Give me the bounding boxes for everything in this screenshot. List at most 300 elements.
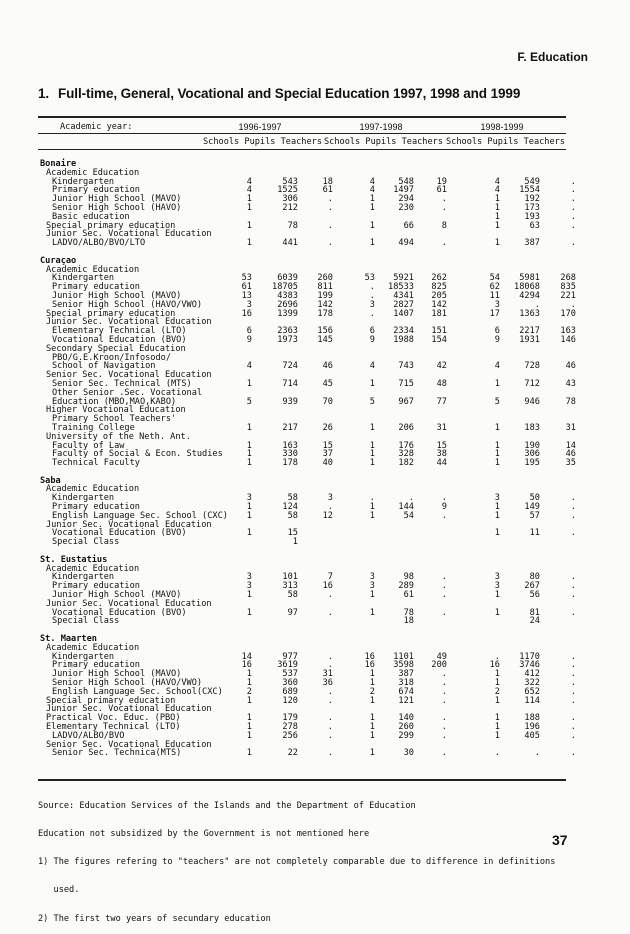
pupils-1997-1998: 1497 [393, 185, 414, 196]
teachers-1997-1998 [414, 257, 447, 266]
pupils-1998-1999: 183 [524, 422, 540, 433]
row-label: Vocational Education (BVO) [52, 528, 187, 539]
row-label: Practical Voc. Educ. (PBO) [46, 713, 181, 724]
teachers-1996-1997: . [327, 220, 333, 231]
teachers-1998-1999: . [570, 669, 576, 680]
teachers-1997-1998: 205 [431, 290, 447, 301]
row-label: Bonaire [40, 159, 77, 169]
schools-1996-1997 [228, 617, 252, 626]
schools-1998-1999: 1 [494, 713, 500, 724]
schools-1996-1997: 6 [246, 326, 252, 337]
schools-1997-1998: . [369, 493, 375, 504]
row-label: Saba [40, 475, 61, 486]
row-label: English Language Sec. School(CXC) [52, 686, 223, 697]
table-row [40, 538, 576, 547]
schools-1997-1998: 53 [364, 273, 375, 284]
teachers-1997-1998: 200 [431, 660, 447, 671]
row-label: Junior High School (MAVO) [52, 669, 182, 680]
schools-1997-1998: 1 [369, 440, 375, 451]
teachers-1996-1997 [298, 547, 333, 556]
pupils-1997-1998: 4341 [393, 290, 414, 301]
teachers-1998-1999: 835 [560, 282, 576, 293]
schools-1998-1999 [447, 160, 500, 169]
schools-1998-1999 [447, 248, 500, 257]
teachers-1998-1999: . [570, 238, 576, 249]
pupils-1996-1997: 22 [287, 748, 298, 759]
table-title-text: Full-time, General, Vocational and Special Education 1997, 1998 and 1999 [58, 86, 521, 101]
teachers-1996-1997: 37 [322, 449, 333, 460]
schools-1997-1998 [333, 354, 375, 363]
pupils-1998-1999: 190 [524, 440, 540, 451]
footnote-source: Source: Education Services of the Islands and the Department of Education [38, 800, 416, 811]
schools-1996-1997: 1 [246, 238, 252, 249]
teachers-1996-1997: 40 [322, 458, 333, 469]
row-label: Vocational Education (BVO) [52, 607, 187, 618]
schools-1998-1999: 17 [489, 308, 500, 319]
pupils-1998-1999: 412 [524, 669, 540, 680]
pupils-1998-1999: 80 [529, 572, 540, 583]
schools-1998-1999 [447, 600, 500, 609]
schools-1996-1997: 1 [246, 722, 252, 732]
table-row [40, 609, 576, 618]
pupils-1997-1998: 98 [403, 572, 414, 583]
schools-1997-1998 [333, 538, 375, 547]
footnote-1: 1) The figures refering to "teachers" are not completely comparable due to difference in definitions [38, 857, 556, 868]
schools-1998-1999: 11 [489, 290, 500, 301]
pupils-1996-1997 [252, 617, 298, 626]
pupils-1996-1997: 217 [282, 422, 298, 433]
teachers-1997-1998: 38 [436, 449, 447, 460]
pupils-1996-1997 [252, 257, 298, 266]
schools-1998-1999 [447, 345, 500, 354]
row-label: Elementary Technical (LTO) [46, 722, 181, 732]
schools-1997-1998: 2 [369, 686, 375, 697]
schools-1998-1999 [447, 644, 500, 653]
schools-1997-1998: 1 [369, 220, 375, 231]
teachers-1997-1998: . [441, 722, 447, 732]
row-label: Academic Education [46, 563, 140, 574]
schools-1996-1997 [228, 626, 252, 635]
schools-1998-1999: 1 [494, 211, 500, 222]
pupils-1998-1999: 652 [524, 686, 540, 697]
teachers-1998-1999: . [570, 528, 576, 539]
schools-1997-1998: 9 [369, 334, 375, 345]
teachers-1998-1999: 170 [560, 308, 576, 319]
teachers-1997-1998 [414, 406, 447, 415]
teachers-1997-1998: . [441, 748, 447, 759]
teachers-1997-1998: 151 [431, 326, 447, 337]
pupils-1998-1999: 728 [524, 361, 540, 372]
teachers-1997-1998: 9 [441, 502, 447, 513]
schools-1997-1998 [333, 617, 375, 626]
schools-1997-1998 [333, 433, 375, 442]
schools-1998-1999: 3 [494, 581, 500, 592]
teachers-1996-1997: 15 [322, 440, 333, 451]
schools-1996-1997: 1 [246, 590, 252, 601]
pupils-1996-1997: 4383 [277, 290, 298, 301]
pupils-1996-1997 [252, 345, 298, 354]
pupils-1997-1998 [375, 160, 414, 169]
schools-1996-1997: 13 [241, 290, 252, 301]
teachers-1996-1997 [298, 538, 333, 547]
schools-1997-1998: 1 [369, 458, 375, 469]
row-label: Academic Education [46, 167, 140, 178]
teachers-1997-1998 [414, 529, 447, 538]
pupils-1997-1998 [375, 529, 414, 538]
schools-1998-1999: 1 [494, 722, 500, 732]
teachers-1997-1998 [414, 160, 447, 169]
pupils-1997-1998: 1407 [393, 308, 414, 319]
row-label [40, 468, 228, 477]
schools-1996-1997: 1 [246, 440, 252, 451]
schools-1996-1997: 1 [246, 695, 252, 706]
schools-1996-1997: 1 [246, 449, 252, 460]
pupils-1998-1999: 946 [524, 396, 540, 407]
schools-1998-1999: 1 [494, 458, 500, 469]
row-label: English Language Sec. School (CXC) [52, 510, 228, 521]
row-label: PBO/G.E.Kroon/Infosodo/ [52, 352, 171, 363]
teachers-1996-1997: . [327, 748, 333, 759]
schools-1998-1999 [447, 521, 500, 530]
schools-1996-1997: 9 [246, 334, 252, 345]
schools-1997-1998: 16 [364, 651, 375, 662]
teachers-1998-1999: . [570, 572, 576, 583]
schools-1998-1999 [447, 626, 500, 635]
schools-1998-1999: 5 [494, 396, 500, 407]
schools-1998-1999 [447, 433, 500, 442]
teachers-1996-1997: . [327, 238, 333, 249]
pupils-1997-1998: 674 [398, 686, 414, 697]
pupils-1997-1998: 18 [403, 616, 414, 627]
subheader-rule [38, 149, 566, 150]
pupils-1997-1998 [375, 477, 414, 486]
schools-1997-1998 [333, 547, 375, 556]
row-label: Junior Sec. Vocational Education [46, 317, 212, 328]
schools-1997-1998 [333, 230, 375, 239]
row-label: Special primary education [46, 220, 176, 231]
pupils-1998-1999: 3746 [519, 660, 540, 671]
schools-1998-1999 [447, 547, 500, 556]
teachers-1998-1999: . [570, 194, 576, 205]
schools-1997-1998: 1 [369, 607, 375, 618]
teachers-1996-1997 [298, 160, 333, 169]
pupils-1997-1998: 61 [403, 590, 414, 601]
pupils-1997-1998: 1988 [393, 334, 414, 345]
teachers-1998-1999: . [570, 607, 576, 618]
teachers-1998-1999 [540, 160, 576, 169]
row-label: Special primary education [46, 308, 176, 319]
schools-1996-1997 [228, 556, 252, 565]
pupils-1996-1997: 543 [282, 176, 298, 187]
pupils-1998-1999 [500, 547, 540, 556]
pupils-1998-1999: 387 [524, 238, 540, 249]
teachers-1996-1997 [298, 556, 333, 565]
schools-1998-1999: 9 [494, 334, 500, 345]
pupils-1997-1998: 299 [398, 730, 414, 741]
schools-1998-1999 [447, 565, 500, 574]
pupils-1997-1998: 54 [403, 510, 414, 521]
pupils-1996-1997 [252, 635, 298, 644]
teachers-1997-1998 [414, 617, 447, 626]
row-label: LADVO/ALBO/BVO/LTO [52, 238, 146, 249]
pupils-1997-1998: 328 [398, 449, 414, 460]
schools-1998-1999: 4 [494, 185, 500, 196]
pupils-1996-1997: 101 [282, 572, 298, 583]
teachers-1996-1997 [298, 635, 333, 644]
pupils-1997-1998: 18533 [388, 282, 414, 293]
pupils-1996-1997: 724 [282, 361, 298, 372]
section-header: F. Education [517, 50, 588, 64]
schools-1998-1999 [447, 318, 500, 327]
pupils-1997-1998: 387 [398, 669, 414, 680]
teachers-1996-1997: 45 [322, 378, 333, 389]
pupils-1997-1998: 967 [398, 396, 414, 407]
schools-1998-1999: 1 [494, 194, 500, 205]
schools-1998-1999: 1 [494, 378, 500, 389]
pupils-1996-1997: 15 [287, 528, 298, 539]
schools-1998-1999: 1 [494, 502, 500, 513]
teachers-1998-1999: . [570, 581, 576, 592]
schools-1998-1999: 1 [494, 440, 500, 451]
pupils-1997-1998 [375, 547, 414, 556]
schools-1996-1997 [228, 538, 252, 547]
pupils-1998-1999 [500, 538, 540, 547]
schools-1997-1998: 1 [369, 510, 375, 521]
schools-1996-1997 [228, 547, 252, 556]
schools-1996-1997: 16 [241, 660, 252, 671]
schools-1998-1999 [447, 617, 500, 626]
teachers-1998-1999 [540, 477, 576, 486]
pupils-1996-1997 [252, 160, 298, 169]
teachers-1996-1997: 811 [317, 282, 333, 293]
pupils-1998-1999: 1931 [519, 334, 540, 345]
teachers-1996-1997: 26 [322, 422, 333, 433]
row-label: Primary education [52, 185, 140, 196]
schools-1996-1997: 3 [246, 572, 252, 583]
row-label: University of the Neth. Ant. [46, 431, 191, 442]
pupils-1998-1999 [500, 257, 540, 266]
schools-1997-1998: 1 [369, 722, 375, 732]
pupils-1996-1997: 58 [287, 493, 298, 504]
bottom-rule [38, 779, 566, 781]
row-label: Senior High School (HAVO) [52, 202, 182, 213]
teachers-1998-1999: . [570, 660, 576, 671]
teachers-1997-1998 [414, 635, 447, 644]
teachers-1998-1999: . [570, 722, 576, 732]
pupils-1996-1997: 58 [287, 590, 298, 601]
schools-1996-1997: 3 [246, 581, 252, 592]
pupils-1997-1998: 230 [398, 202, 414, 213]
pupils-1996-1997: 360 [282, 678, 298, 689]
row-label: St. Eustatius [40, 554, 108, 565]
pupils-1998-1999: 549 [524, 176, 540, 187]
schools-1996-1997: 1 [246, 378, 252, 389]
teachers-1996-1997 [298, 257, 333, 266]
pupils-1996-1997: 78 [287, 220, 298, 231]
pupils-1997-1998: 144 [398, 502, 414, 513]
schools-1998-1999 [447, 415, 500, 424]
pupils-1996-1997: 714 [282, 378, 298, 389]
teachers-1996-1997: 178 [317, 308, 333, 319]
teachers-1997-1998: 262 [431, 273, 447, 284]
row-label: LADVO/ALBO/BVO [52, 730, 125, 741]
schools-1998-1999 [447, 635, 500, 644]
teachers-1997-1998: . [441, 686, 447, 697]
teachers-1998-1999: . [570, 202, 576, 213]
teachers-1998-1999: . [570, 211, 576, 222]
table-title [38, 86, 520, 101]
pupils-1997-1998 [375, 521, 414, 530]
schools-1998-1999: 6 [494, 326, 500, 337]
pupils-1996-1997: 97 [287, 607, 298, 618]
teachers-1998-1999 [540, 406, 576, 415]
schools-1997-1998: 1 [369, 748, 375, 759]
teachers-1998-1999: . [570, 651, 576, 662]
schools-1996-1997: 1 [246, 202, 252, 213]
schools-1997-1998: . [369, 282, 375, 293]
teachers-1997-1998: . [441, 695, 447, 706]
teachers-1996-1997: . [327, 607, 333, 618]
teachers-1998-1999: 46 [565, 449, 576, 460]
pupils-1998-1999 [500, 626, 540, 635]
pupils-1997-1998: 548 [398, 176, 414, 187]
teachers-1996-1997: . [327, 722, 333, 732]
pupils-1997-1998: 5921 [393, 273, 414, 284]
pupils-1996-1997: 179 [282, 713, 298, 724]
pupils-1998-1999 [500, 248, 540, 257]
schools-1997-1998: 3 [369, 572, 375, 583]
schools-1998-1999 [447, 230, 500, 239]
pupils-1996-1997: 537 [282, 669, 298, 680]
pupils-1996-1997: 163 [282, 440, 298, 451]
schools-1996-1997: 4 [246, 185, 252, 196]
schools-1996-1997: 1 [246, 502, 252, 513]
schools-1997-1998: 1 [369, 713, 375, 724]
teachers-1996-1997 [298, 406, 333, 415]
teachers-1996-1997 [298, 617, 333, 626]
schools-1996-1997: 1 [246, 422, 252, 433]
pupils-1996-1997: 212 [282, 202, 298, 213]
pupils-1997-1998: 715 [398, 378, 414, 389]
schools-1997-1998 [333, 257, 375, 266]
schools-1998-1999: 1 [494, 669, 500, 680]
teachers-1997-1998 [414, 477, 447, 486]
teachers-1998-1999 [540, 556, 576, 565]
teachers-1998-1999: . [570, 176, 576, 187]
schools-1996-1997: 3 [246, 299, 252, 310]
teachers-1998-1999 [540, 538, 576, 547]
pupils-1998-1999: 5981 [519, 273, 540, 284]
schools-1997-1998: 6 [369, 326, 375, 337]
teachers-1997-1998: . [441, 493, 447, 504]
schools-1996-1997 [228, 406, 252, 415]
schools-1997-1998 [333, 468, 375, 477]
pupils-1997-1998: 3598 [393, 660, 414, 671]
teachers-1996-1997: 18 [322, 176, 333, 187]
schools-1998-1999 [447, 371, 500, 380]
teachers-1997-1998: 49 [436, 651, 447, 662]
teachers-1997-1998 [414, 626, 447, 635]
pupils-1997-1998 [375, 635, 414, 644]
schools-1997-1998: 4 [369, 185, 375, 196]
teachers-1996-1997: 145 [317, 334, 333, 345]
pupils-1996-1997 [252, 626, 298, 635]
row-label: Junior High School (MAVO) [52, 290, 182, 301]
teachers-1997-1998: 142 [431, 299, 447, 310]
teachers-1996-1997 [298, 248, 333, 257]
teachers-1996-1997 [298, 477, 333, 486]
pupils-1996-1997: 977 [282, 651, 298, 662]
teachers-1998-1999: . [570, 748, 576, 759]
pupils-1998-1999 [500, 477, 540, 486]
teachers-1996-1997: 3 [327, 493, 333, 504]
year-header-1: 1996-1997 [238, 122, 282, 132]
pupils-1997-1998 [375, 257, 414, 266]
row-label: Curaçao [40, 255, 77, 266]
pupils-1998-1999: 1170 [519, 651, 540, 662]
row-label: Higher Vocational Education [46, 405, 186, 416]
teachers-1998-1999: 221 [560, 290, 576, 301]
teachers-1998-1999: 31 [565, 422, 576, 433]
pupils-1996-1997 [252, 556, 298, 565]
pupils-1996-1997: 1525 [277, 185, 298, 196]
row-label: Junior Sec. Vocational Education [46, 704, 212, 715]
teachers-1996-1997 [298, 626, 333, 635]
schools-1997-1998 [333, 529, 375, 538]
teachers-1996-1997 [298, 521, 333, 530]
teachers-1996-1997: 31 [322, 669, 333, 680]
pupils-1996-1997: 689 [282, 686, 298, 697]
pupils-1997-1998: 494 [398, 238, 414, 249]
row-label: Kindergarten [52, 273, 115, 284]
schools-1997-1998 [333, 371, 375, 380]
row-label: Special Class [52, 616, 120, 627]
year-header-2: 1997-1998 [359, 122, 403, 132]
schools-1996-1997 [228, 477, 252, 486]
teachers-1998-1999 [540, 468, 576, 477]
teachers-1998-1999: 35 [565, 458, 576, 469]
teachers-1996-1997: . [327, 686, 333, 697]
header-rule [38, 133, 566, 134]
teachers-1996-1997: 16 [322, 581, 333, 592]
teachers-1997-1998: 31 [436, 422, 447, 433]
row-label: Academic Education [46, 642, 140, 653]
schools-1996-1997: 4 [246, 176, 252, 187]
schools-1997-1998: 3 [369, 299, 375, 310]
row-label: Primary education [52, 282, 140, 293]
teachers-1997-1998: 825 [431, 282, 447, 293]
teachers-1998-1999: . [570, 493, 576, 504]
table-row [40, 529, 576, 538]
table-row [40, 459, 576, 468]
schools-1997-1998 [333, 635, 375, 644]
schools-1997-1998: 1 [369, 678, 375, 689]
teachers-1996-1997 [298, 529, 333, 538]
pupils-1997-1998: 30 [403, 748, 414, 759]
teachers-1996-1997: . [327, 695, 333, 706]
schools-1996-1997: 14 [241, 651, 252, 662]
row-label: Senior Sec. Technica(MTS) [52, 748, 182, 759]
pupils-1997-1998 [375, 556, 414, 565]
schools-1998-1999: 1 [494, 528, 500, 539]
subheader-1: Schools Pupils Teachers [203, 137, 322, 147]
pupils-1998-1999: 188 [524, 713, 540, 724]
teachers-1997-1998: . [441, 194, 447, 205]
row-label: Faculty of Law [52, 440, 125, 451]
teachers-1996-1997: 7 [327, 572, 333, 583]
pupils-1997-1998: 66 [403, 220, 414, 231]
teachers-1996-1997: 12 [322, 510, 333, 521]
